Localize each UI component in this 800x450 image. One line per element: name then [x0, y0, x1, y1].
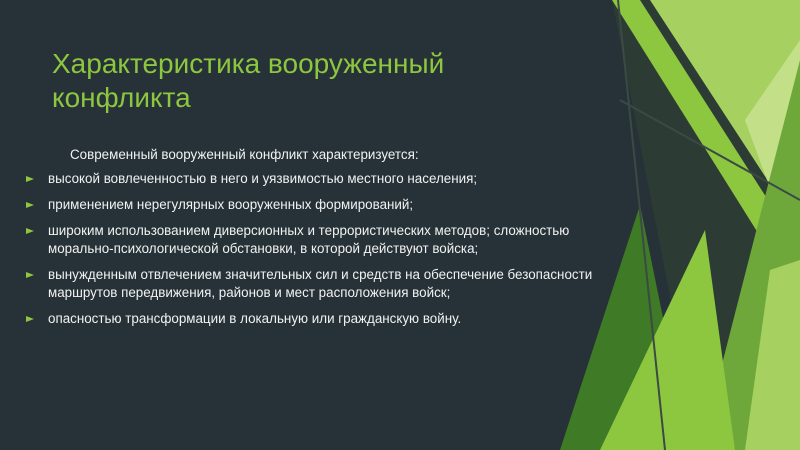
list-item-text: высокой вовлеченностью в него и уязвимостью местного населения;: [48, 171, 478, 186]
list-item: [26, 196, 616, 214]
list-item-text: применением нерегулярных вооруженных формирований;: [48, 197, 414, 212]
triangle-bullet-icon: [26, 272, 34, 278]
list-item: [26, 170, 616, 188]
triangle-bullet-icon: [26, 202, 34, 208]
list-item: [26, 222, 616, 258]
list-item: [26, 266, 616, 302]
triangle-bullet-icon: [26, 316, 34, 322]
list-item-text: вынужденным отвлечением значительных сил и средств на обеспечение безопасности маршрутов передвижения, районов и мест расположения войск;: [48, 267, 593, 300]
triangle-bullet-icon: [26, 228, 34, 234]
triangle-bullet-icon: [26, 176, 34, 182]
slide-title: Характеристика вооруженный конфликта: [52, 48, 445, 113]
list-item: [26, 310, 616, 328]
list-item-text: опасностью трансформации в локальную или гражданскую войну.: [48, 311, 462, 326]
slide-intro: Современный вооруженный конфликт характеризуется:: [70, 147, 419, 162]
list-item-text: широким использованием диверсионных и террористических методов; сложностью морально-психологической обстановки, в которой действуют войска;: [48, 223, 570, 256]
bullet-list: [26, 170, 616, 336]
